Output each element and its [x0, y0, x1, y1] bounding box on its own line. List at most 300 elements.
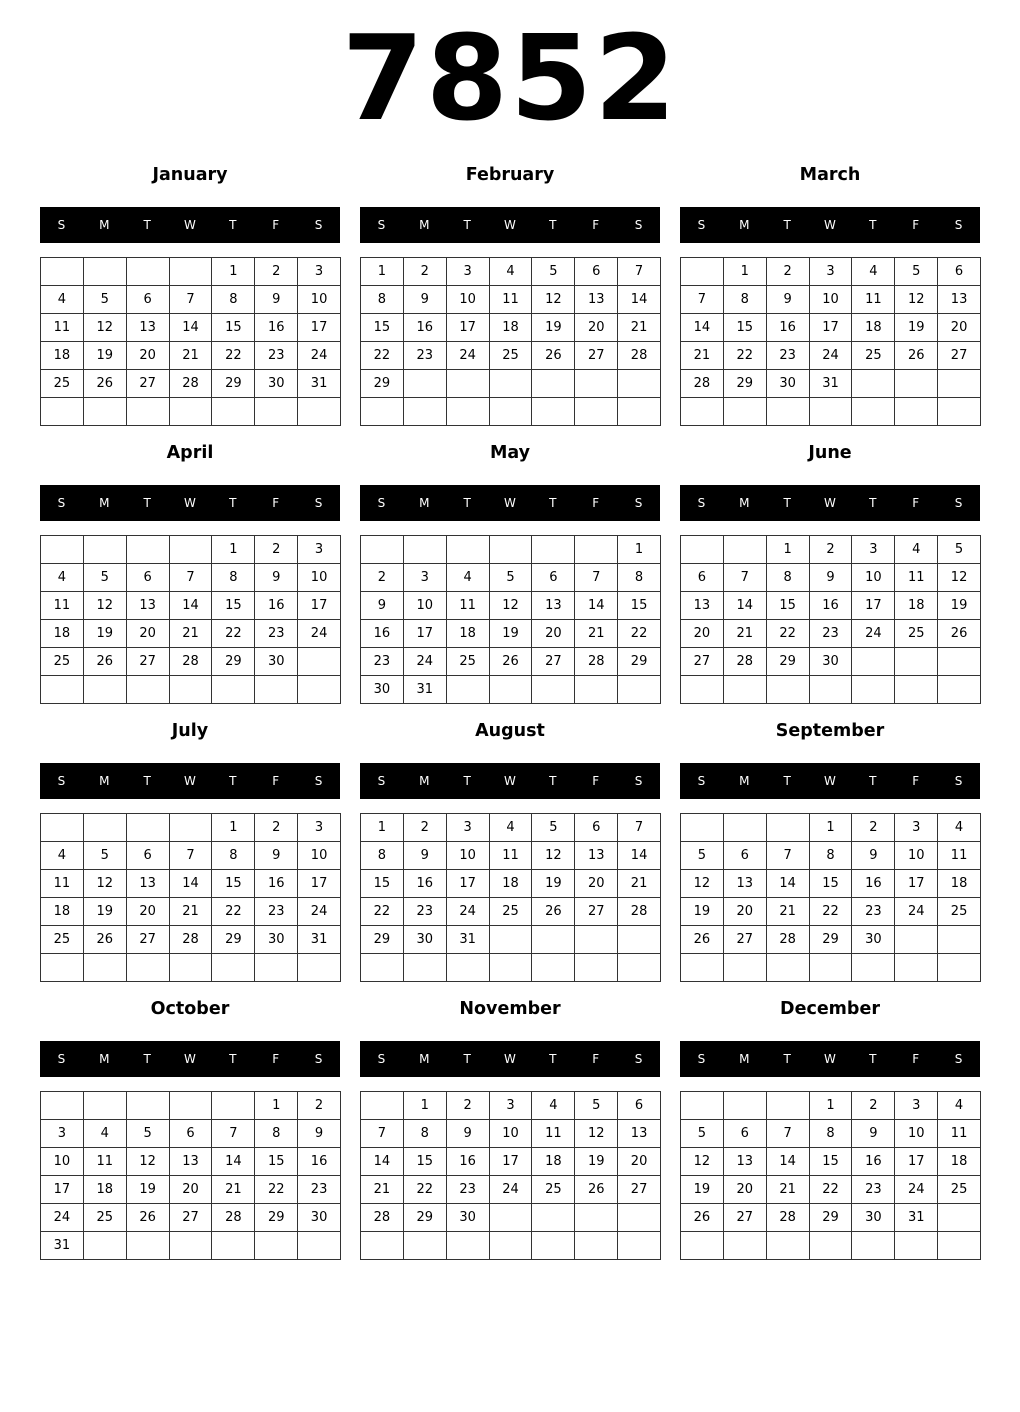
- day-cell: 7: [681, 286, 724, 314]
- day-cell: 27: [575, 342, 618, 370]
- day-cell: 7: [724, 564, 767, 592]
- day-cell: 16: [255, 870, 298, 898]
- month-name: March: [799, 165, 861, 185]
- day-cell: 21: [212, 1176, 255, 1204]
- day-cell: 26: [895, 342, 938, 370]
- day-cell: 8: [618, 564, 661, 592]
- weekday-label: T: [463, 496, 471, 510]
- empty-day-cell: [255, 1232, 298, 1260]
- day-cell: 11: [41, 592, 84, 620]
- empty-day-cell: [255, 398, 298, 426]
- day-cell: 21: [767, 1176, 810, 1204]
- day-cell: 28: [170, 926, 213, 954]
- day-cell: 31: [41, 1232, 84, 1260]
- day-cell: 18: [490, 870, 533, 898]
- day-cell: 23: [447, 1176, 490, 1204]
- day-cell: 12: [681, 1148, 724, 1176]
- day-cell: 10: [852, 564, 895, 592]
- day-cell: 22: [212, 342, 255, 370]
- day-cell: 17: [895, 1148, 938, 1176]
- day-cell: 23: [810, 620, 853, 648]
- day-cell: 19: [575, 1148, 618, 1176]
- day-cell: 27: [724, 1204, 767, 1232]
- weekday-label: W: [504, 1052, 516, 1066]
- day-cell: 7: [618, 258, 661, 286]
- empty-day-cell: [767, 954, 810, 982]
- empty-day-cell: [298, 648, 341, 676]
- day-cell: 26: [84, 926, 127, 954]
- day-cell: 9: [810, 564, 853, 592]
- empty-day-cell: [681, 1092, 724, 1120]
- day-cell: 27: [681, 648, 724, 676]
- empty-day-cell: [618, 676, 661, 704]
- weekday-label: F: [272, 496, 280, 510]
- day-cell: 22: [212, 620, 255, 648]
- weekday-label: M: [99, 496, 110, 510]
- empty-day-cell: [618, 1204, 661, 1232]
- day-cell: 21: [170, 620, 213, 648]
- day-cell: 2: [767, 258, 810, 286]
- empty-day-cell: [895, 370, 938, 398]
- day-cell: 27: [532, 648, 575, 676]
- empty-day-cell: [895, 954, 938, 982]
- weekday-header: [360, 207, 660, 243]
- weekday-label: T: [783, 218, 791, 232]
- day-cell: 28: [618, 342, 661, 370]
- day-cell: 4: [938, 1092, 981, 1120]
- empty-day-cell: [170, 258, 213, 286]
- empty-day-cell: [127, 258, 170, 286]
- empty-day-cell: [404, 954, 447, 982]
- day-cell: 30: [404, 926, 447, 954]
- day-cell: 30: [852, 926, 895, 954]
- day-cell: 15: [810, 870, 853, 898]
- day-cell: 8: [212, 842, 255, 870]
- day-cell: 5: [532, 814, 575, 842]
- day-grid: [680, 257, 981, 426]
- day-cell: 26: [681, 1204, 724, 1232]
- day-cell: 6: [532, 564, 575, 592]
- day-cell: 29: [361, 370, 404, 398]
- empty-day-cell: [170, 676, 213, 704]
- day-cell: 25: [895, 620, 938, 648]
- day-cell: 1: [767, 536, 810, 564]
- day-cell: 26: [490, 648, 533, 676]
- day-cell: 28: [361, 1204, 404, 1232]
- day-cell: 7: [170, 564, 213, 592]
- day-cell: 4: [852, 258, 895, 286]
- day-cell: 15: [212, 314, 255, 342]
- empty-day-cell: [532, 398, 575, 426]
- empty-day-cell: [852, 648, 895, 676]
- empty-day-cell: [404, 398, 447, 426]
- empty-day-cell: [84, 398, 127, 426]
- day-cell: 3: [852, 536, 895, 564]
- month-name: April: [166, 443, 214, 463]
- empty-day-cell: [575, 676, 618, 704]
- day-cell: 5: [681, 842, 724, 870]
- day-cell: 13: [938, 286, 981, 314]
- day-cell: 23: [298, 1176, 341, 1204]
- day-cell: 2: [810, 536, 853, 564]
- empty-day-cell: [447, 954, 490, 982]
- empty-day-cell: [724, 1232, 767, 1260]
- weekday-label: S: [314, 496, 323, 510]
- day-cell: 27: [127, 648, 170, 676]
- day-cell: 19: [127, 1176, 170, 1204]
- day-cell: 1: [404, 1092, 447, 1120]
- empty-day-cell: [618, 1232, 661, 1260]
- day-cell: 16: [255, 592, 298, 620]
- day-cell: 6: [575, 814, 618, 842]
- weekday-label: T: [549, 774, 557, 788]
- day-cell: 25: [41, 648, 84, 676]
- day-cell: 14: [170, 870, 213, 898]
- day-cell: 1: [810, 1092, 853, 1120]
- day-cell: 2: [404, 814, 447, 842]
- day-cell: 8: [724, 286, 767, 314]
- month-name: July: [171, 721, 209, 741]
- empty-day-cell: [724, 954, 767, 982]
- day-cell: 23: [255, 898, 298, 926]
- weekday-label: T: [549, 218, 557, 232]
- weekday-label: M: [99, 1052, 110, 1066]
- weekday-label: S: [634, 218, 643, 232]
- day-grid: [360, 257, 661, 426]
- day-cell: 17: [298, 592, 341, 620]
- day-cell: 10: [895, 1120, 938, 1148]
- day-cell: 14: [767, 870, 810, 898]
- empty-day-cell: [575, 1232, 618, 1260]
- empty-day-cell: [41, 398, 84, 426]
- day-cell: 2: [404, 258, 447, 286]
- weekday-label: S: [377, 774, 386, 788]
- day-cell: 19: [532, 870, 575, 898]
- day-cell: 11: [490, 842, 533, 870]
- day-cell: 26: [938, 620, 981, 648]
- day-cell: 20: [127, 342, 170, 370]
- day-cell: 30: [767, 370, 810, 398]
- empty-day-cell: [84, 954, 127, 982]
- day-cell: 21: [724, 620, 767, 648]
- weekday-label: M: [419, 774, 430, 788]
- empty-day-cell: [212, 1092, 255, 1120]
- empty-day-cell: [490, 370, 533, 398]
- weekday-label: W: [504, 218, 516, 232]
- day-cell: 15: [404, 1148, 447, 1176]
- day-cell: 12: [681, 870, 724, 898]
- empty-day-cell: [810, 398, 853, 426]
- empty-day-cell: [724, 398, 767, 426]
- empty-day-cell: [810, 676, 853, 704]
- empty-day-cell: [41, 954, 84, 982]
- empty-day-cell: [895, 676, 938, 704]
- weekday-label: T: [869, 774, 877, 788]
- weekday-label: M: [739, 1052, 750, 1066]
- day-cell: 28: [575, 648, 618, 676]
- weekday-label: M: [739, 218, 750, 232]
- day-cell: 7: [170, 286, 213, 314]
- day-cell: 8: [810, 842, 853, 870]
- day-cell: 23: [361, 648, 404, 676]
- day-cell: 26: [84, 370, 127, 398]
- day-cell: 29: [212, 370, 255, 398]
- empty-day-cell: [490, 926, 533, 954]
- day-cell: 28: [212, 1204, 255, 1232]
- day-cell: 8: [255, 1120, 298, 1148]
- day-cell: 6: [127, 564, 170, 592]
- day-cell: 23: [404, 898, 447, 926]
- weekday-label: M: [99, 774, 110, 788]
- weekday-label: S: [314, 218, 323, 232]
- empty-day-cell: [938, 370, 981, 398]
- weekday-label: W: [184, 774, 196, 788]
- empty-day-cell: [681, 954, 724, 982]
- day-cell: 20: [681, 620, 724, 648]
- day-cell: 18: [41, 342, 84, 370]
- empty-day-cell: [298, 398, 341, 426]
- empty-day-cell: [895, 398, 938, 426]
- empty-day-cell: [490, 1204, 533, 1232]
- day-cell: 30: [810, 648, 853, 676]
- day-cell: 28: [767, 1204, 810, 1232]
- empty-day-cell: [404, 1232, 447, 1260]
- day-cell: 4: [532, 1092, 575, 1120]
- empty-day-cell: [895, 648, 938, 676]
- empty-day-cell: [84, 676, 127, 704]
- day-cell: 28: [618, 898, 661, 926]
- day-cell: 31: [404, 676, 447, 704]
- day-cell: 22: [810, 1176, 853, 1204]
- day-cell: 31: [298, 370, 341, 398]
- day-cell: 22: [404, 1176, 447, 1204]
- day-cell: 21: [618, 870, 661, 898]
- day-cell: 10: [447, 842, 490, 870]
- weekday-label: T: [229, 774, 237, 788]
- empty-day-cell: [298, 1232, 341, 1260]
- day-cell: 6: [724, 1120, 767, 1148]
- day-cell: 13: [127, 870, 170, 898]
- day-cell: 1: [212, 258, 255, 286]
- day-cell: 14: [681, 314, 724, 342]
- day-cell: 27: [724, 926, 767, 954]
- day-cell: 19: [681, 898, 724, 926]
- empty-day-cell: [681, 258, 724, 286]
- day-cell: 3: [298, 536, 341, 564]
- day-cell: 16: [852, 1148, 895, 1176]
- day-cell: 26: [532, 342, 575, 370]
- day-cell: 14: [618, 842, 661, 870]
- weekday-label: F: [272, 1052, 280, 1066]
- day-cell: 29: [212, 648, 255, 676]
- day-cell: 17: [447, 870, 490, 898]
- day-cell: 12: [575, 1120, 618, 1148]
- weekday-header: [360, 485, 660, 521]
- weekday-label: S: [57, 496, 66, 510]
- day-cell: 12: [84, 314, 127, 342]
- day-cell: 2: [447, 1092, 490, 1120]
- day-cell: 24: [447, 342, 490, 370]
- empty-day-cell: [575, 398, 618, 426]
- weekday-label: T: [869, 218, 877, 232]
- weekday-label: S: [954, 774, 963, 788]
- day-cell: 22: [361, 342, 404, 370]
- day-cell: 15: [810, 1148, 853, 1176]
- day-cell: 21: [767, 898, 810, 926]
- weekday-label: T: [463, 218, 471, 232]
- empty-day-cell: [170, 398, 213, 426]
- day-cell: 8: [404, 1120, 447, 1148]
- day-cell: 28: [724, 648, 767, 676]
- empty-day-cell: [490, 398, 533, 426]
- weekday-label: F: [592, 774, 600, 788]
- day-cell: 14: [361, 1148, 404, 1176]
- day-cell: 15: [255, 1148, 298, 1176]
- empty-day-cell: [938, 398, 981, 426]
- weekday-label: S: [634, 496, 643, 510]
- empty-day-cell: [681, 398, 724, 426]
- day-cell: 14: [170, 592, 213, 620]
- empty-day-cell: [298, 676, 341, 704]
- day-cell: 5: [84, 564, 127, 592]
- empty-day-cell: [298, 954, 341, 982]
- day-cell: 24: [41, 1204, 84, 1232]
- empty-day-cell: [532, 926, 575, 954]
- day-cell: 9: [404, 842, 447, 870]
- empty-day-cell: [895, 926, 938, 954]
- day-cell: 10: [447, 286, 490, 314]
- empty-day-cell: [852, 954, 895, 982]
- day-cell: 26: [84, 648, 127, 676]
- weekday-header: [40, 763, 340, 799]
- empty-day-cell: [361, 1092, 404, 1120]
- day-cell: 14: [575, 592, 618, 620]
- day-cell: 25: [938, 898, 981, 926]
- day-cell: 6: [618, 1092, 661, 1120]
- day-cell: 17: [895, 870, 938, 898]
- day-cell: 7: [212, 1120, 255, 1148]
- day-cell: 3: [447, 814, 490, 842]
- day-cell: 24: [490, 1176, 533, 1204]
- empty-day-cell: [532, 536, 575, 564]
- day-cell: 6: [938, 258, 981, 286]
- weekday-label: S: [697, 496, 706, 510]
- empty-day-cell: [212, 676, 255, 704]
- weekday-label: T: [143, 1052, 151, 1066]
- day-cell: 29: [810, 926, 853, 954]
- day-cell: 5: [938, 536, 981, 564]
- weekday-label: S: [377, 1052, 386, 1066]
- day-cell: 30: [255, 926, 298, 954]
- weekday-header: [680, 763, 980, 799]
- day-cell: 23: [255, 620, 298, 648]
- day-cell: 3: [490, 1092, 533, 1120]
- empty-day-cell: [127, 1232, 170, 1260]
- day-cell: 20: [724, 898, 767, 926]
- empty-day-cell: [490, 536, 533, 564]
- empty-day-cell: [852, 370, 895, 398]
- day-cell: 5: [127, 1120, 170, 1148]
- day-cell: 22: [767, 620, 810, 648]
- day-cell: 25: [84, 1204, 127, 1232]
- day-cell: 13: [724, 870, 767, 898]
- day-cell: 12: [84, 870, 127, 898]
- day-cell: 17: [298, 870, 341, 898]
- day-cell: 8: [361, 286, 404, 314]
- day-cell: 8: [361, 842, 404, 870]
- day-cell: 30: [361, 676, 404, 704]
- weekday-label: S: [697, 218, 706, 232]
- day-cell: 9: [852, 1120, 895, 1148]
- day-cell: 6: [170, 1120, 213, 1148]
- empty-day-cell: [618, 398, 661, 426]
- weekday-label: F: [912, 218, 920, 232]
- day-cell: 25: [532, 1176, 575, 1204]
- day-cell: 28: [170, 648, 213, 676]
- empty-day-cell: [84, 536, 127, 564]
- day-cell: 7: [361, 1120, 404, 1148]
- day-cell: 23: [852, 898, 895, 926]
- empty-day-cell: [767, 676, 810, 704]
- weekday-label: S: [697, 1052, 706, 1066]
- day-cell: 19: [895, 314, 938, 342]
- day-cell: 17: [490, 1148, 533, 1176]
- weekday-header: [40, 207, 340, 243]
- day-cell: 12: [127, 1148, 170, 1176]
- empty-day-cell: [404, 536, 447, 564]
- month-name: September: [775, 721, 885, 741]
- day-cell: 11: [895, 564, 938, 592]
- empty-day-cell: [575, 1204, 618, 1232]
- day-cell: 1: [361, 814, 404, 842]
- day-cell: 19: [84, 898, 127, 926]
- day-cell: 1: [724, 258, 767, 286]
- weekday-label: T: [229, 1052, 237, 1066]
- day-cell: 24: [298, 342, 341, 370]
- day-cell: 9: [852, 842, 895, 870]
- empty-day-cell: [490, 1232, 533, 1260]
- day-cell: 18: [490, 314, 533, 342]
- day-cell: 6: [127, 842, 170, 870]
- day-cell: 17: [852, 592, 895, 620]
- day-cell: 15: [361, 870, 404, 898]
- month-name: August: [475, 721, 545, 741]
- weekday-label: F: [912, 496, 920, 510]
- day-cell: 20: [532, 620, 575, 648]
- weekday-header: [680, 207, 980, 243]
- day-cell: 19: [490, 620, 533, 648]
- empty-day-cell: [938, 954, 981, 982]
- month-name: October: [150, 999, 230, 1019]
- empty-day-cell: [618, 370, 661, 398]
- calendar-year-title: 7852: [341, 9, 679, 147]
- day-cell: 1: [212, 814, 255, 842]
- day-cell: 10: [895, 842, 938, 870]
- weekday-label: S: [377, 218, 386, 232]
- day-cell: 13: [127, 592, 170, 620]
- day-cell: 21: [575, 620, 618, 648]
- day-cell: 16: [404, 870, 447, 898]
- empty-day-cell: [170, 1232, 213, 1260]
- empty-day-cell: [170, 814, 213, 842]
- day-cell: 5: [532, 258, 575, 286]
- empty-day-cell: [681, 1232, 724, 1260]
- empty-day-cell: [127, 814, 170, 842]
- weekday-label: T: [869, 496, 877, 510]
- day-cell: 22: [361, 898, 404, 926]
- day-cell: 11: [938, 842, 981, 870]
- day-cell: 14: [212, 1148, 255, 1176]
